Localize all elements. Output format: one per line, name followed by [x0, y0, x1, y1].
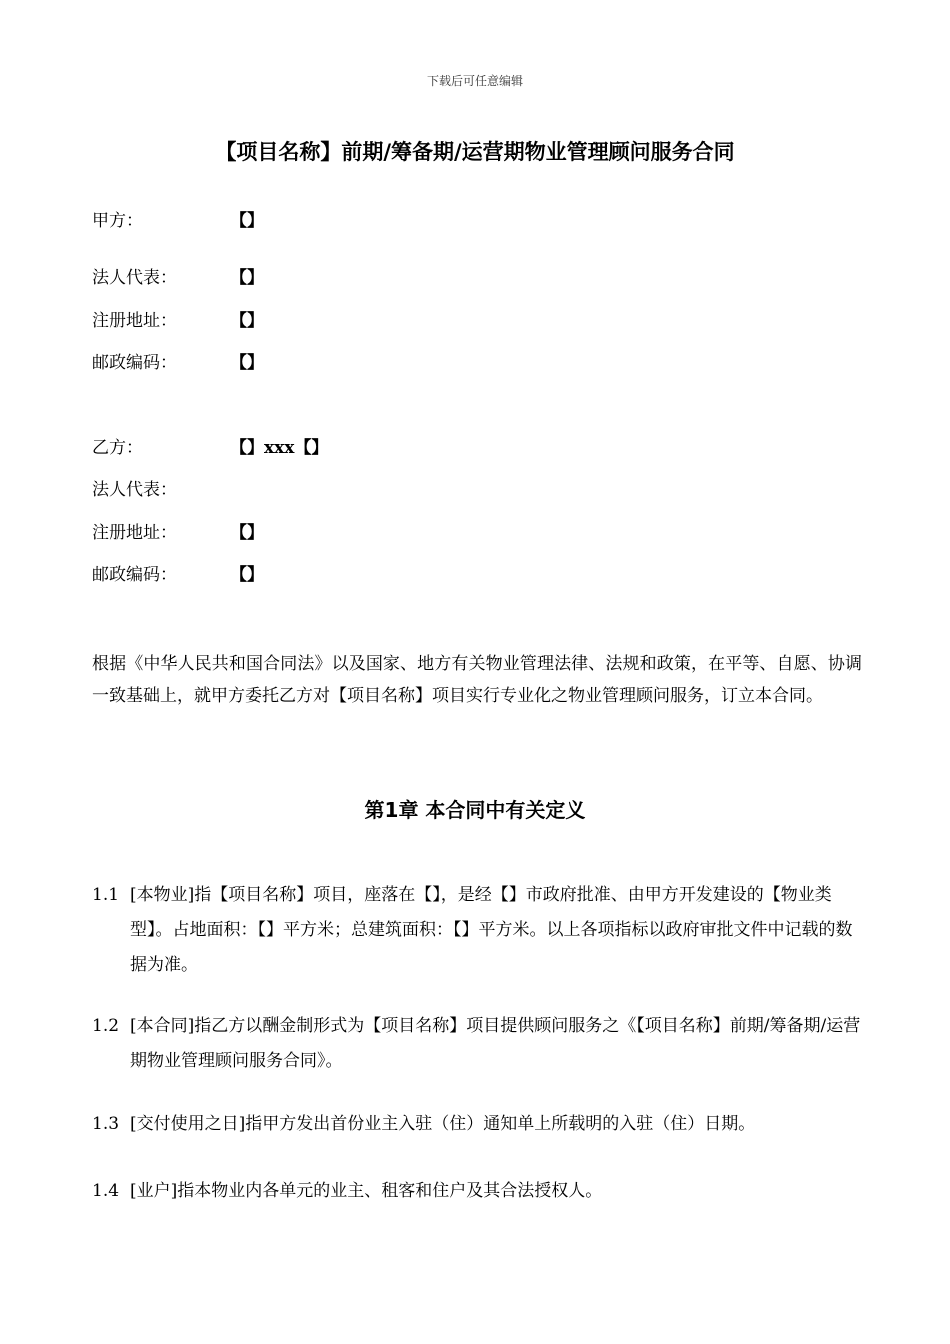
clause-1-3	[92, 1107, 862, 1142]
party-b-postcode-label: 邮政编码：	[92, 565, 177, 585]
clause-text: [本物业]指【项目名称】项目，座落在【】，是经【】市政府批准、由甲方开发建设的【物业类型】。占地面积：【】平方米；总建筑面积：【】平方米。以上各项指标以政府审批文件中记载的数据为准。	[130, 885, 853, 975]
clause-number: 1.3	[92, 1114, 120, 1134]
party-a-address-value: 【】	[230, 311, 264, 331]
header-note: 下载后可任意编辑	[426, 74, 523, 88]
intro-paragraph: 根据《中华人民共和国合同法》以及国家、地方有关物业管理法律、法规和政策，在平等、自愿、协调一致基础上，就甲方委托乙方对【项目名称】项目实行专业化之物业管理顾问服务，订立本合同。	[92, 654, 862, 706]
party-a-postcode-label: 邮政编码：	[92, 353, 177, 373]
chapter-1-title: 第1章 本合同中有关定义	[364, 798, 586, 822]
clause-text: [交付使用之日]指甲方发出首份业主入驻（住）通知单上所载明的入驻（住）日期。	[130, 1114, 756, 1134]
clause-1-2	[92, 1009, 862, 1079]
party-a-representative-value: 【】	[230, 268, 264, 288]
clause-1-1	[92, 878, 862, 983]
party-b-address-value: 【】	[230, 523, 264, 543]
party-b-representative-label: 法人代表：	[92, 480, 177, 500]
clause-number: 1.2	[92, 1016, 120, 1036]
clause-text: [业户]指本物业内各单元的业主、租客和住户及其合法授权人。	[130, 1181, 603, 1201]
clause-number: 1.1	[92, 885, 120, 905]
party-b-name-value: 【】xxx【】	[230, 438, 329, 458]
party-a-name-label: 甲方：	[92, 211, 143, 231]
document-title: 【项目名称】前期/筹备期/运营期物业管理顾问服务合同	[215, 140, 735, 164]
clause-1-4	[92, 1174, 862, 1209]
clause-text: [本合同]指乙方以酬金制形式为【项目名称】项目提供顾问服务之《【项目名称】前期/筹备期/运营期物业管理顾问服务合同》。	[130, 1016, 861, 1071]
clause-number: 1.4	[92, 1181, 120, 1201]
party-b-postcode-value: 【】	[230, 565, 264, 585]
party-a-representative-label: 法人代表：	[92, 268, 177, 288]
party-a-address-label: 注册地址：	[92, 311, 177, 331]
party-b-address-label: 注册地址：	[92, 523, 177, 543]
party-a-postcode-value: 【】	[230, 353, 264, 373]
party-a-name-value: 【】	[230, 211, 264, 231]
party-b-name-label: 乙方：	[92, 438, 143, 458]
